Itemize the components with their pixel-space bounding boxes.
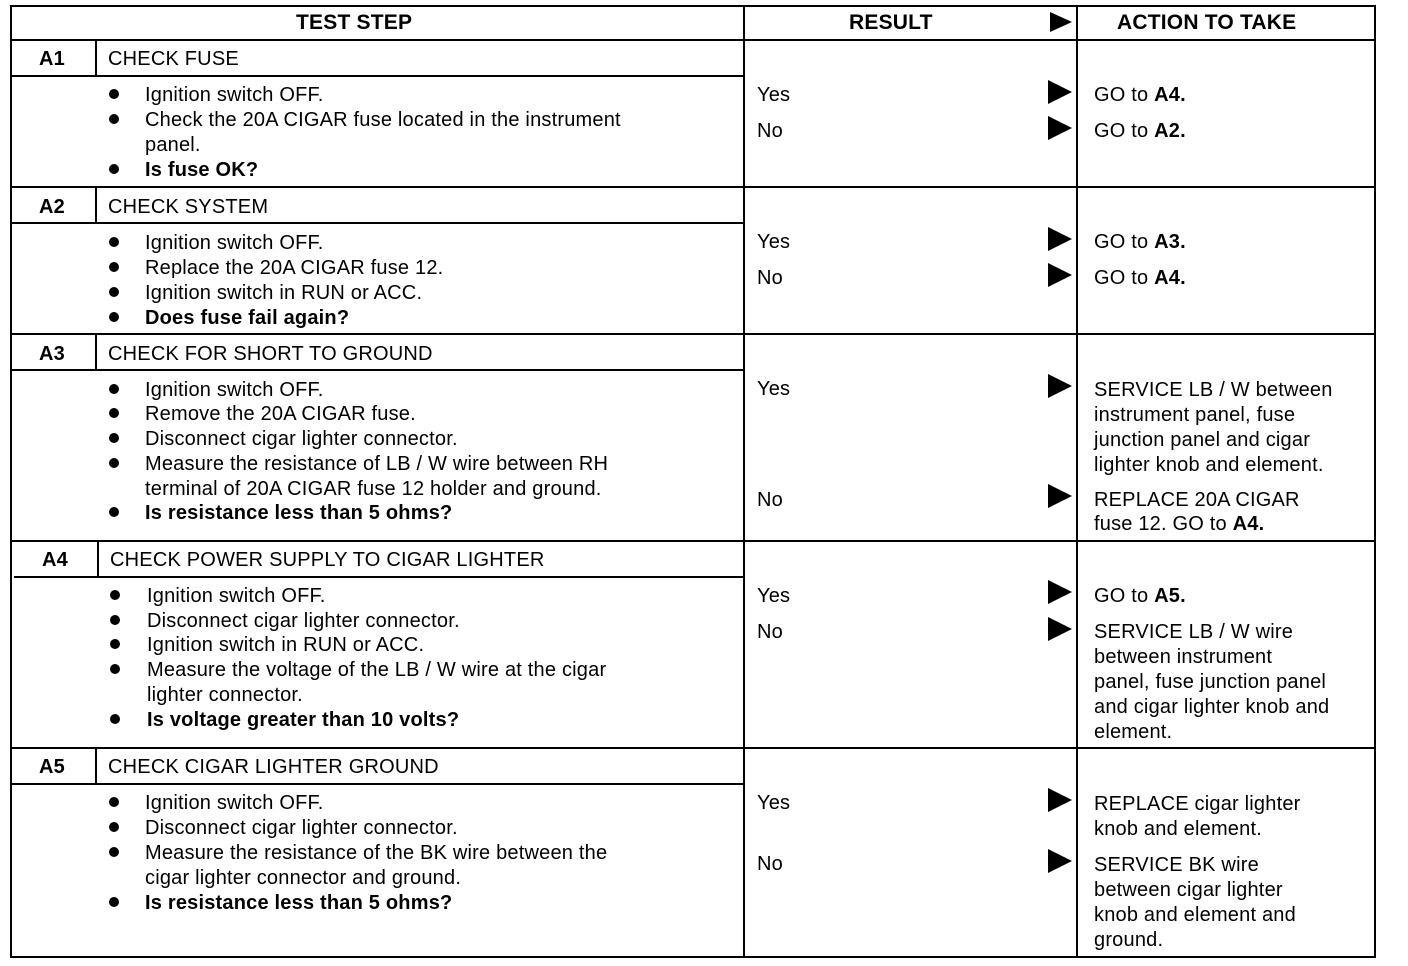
arrow-icon [1048,788,1072,812]
step-line: panel. [145,134,201,156]
bullet-icon [109,114,119,124]
rule [1076,5,1078,958]
step-line: Ignition switch in RUN or ACC. [145,282,423,304]
arrow-icon [1048,374,1072,398]
action-a2-no: GO to A4. [1094,267,1186,289]
step-line: Disconnect cigar lighter connector. [145,428,458,450]
action-a4-yes: GO to A5. [1094,585,1186,607]
step-question: Does fuse fail again? [145,307,350,329]
rule [10,5,12,958]
result-yes-a2: Yes [757,231,791,253]
result-yes-a5: Yes [757,792,791,814]
bullet-icon [109,507,119,517]
action-a1-no: GO to A2. [1094,120,1186,142]
rule [10,186,1376,188]
step-line: Ignition switch OFF. [145,84,324,106]
action-a5-yes-line: knob and element. [1094,818,1262,840]
action-a3-no-line: REPLACE 20A CIGAR [1094,489,1300,511]
bullet-icon [109,164,119,174]
bullet-icon [109,897,119,907]
arrow-icon [1048,484,1072,508]
rule [10,369,744,371]
step-line: Replace the 20A CIGAR fuse 12. [145,257,444,279]
action-a3-yes-line: junction panel and cigar [1094,429,1311,451]
step-line: Ignition switch OFF. [145,379,324,401]
step-line: Measure the resistance of LB / W wire between RH [145,453,609,475]
action-a5-no-line: SERVICE BK wire [1094,854,1259,876]
bullet-icon [109,433,119,443]
action-a2-yes: GO to A3. [1094,231,1186,253]
action-a4-no-line: SERVICE LB / W wire [1094,621,1294,643]
step-line: Ignition switch OFF. [145,232,324,254]
step-question: Is resistance less than 5 ohms? [145,502,453,524]
step-title-a1: CHECK FUSE [108,48,239,70]
result-no-a1: No [757,120,783,142]
step-question: Is resistance less than 5 ohms? [145,892,453,914]
arrow-icon [1048,227,1072,251]
rule [10,39,1376,41]
bullet-icon [110,615,120,625]
step-line: Ignition switch OFF. [147,585,326,607]
result-yes-a1: Yes [757,84,791,106]
result-no-a4: No [757,621,783,643]
bullet-icon [109,287,119,297]
action-a5-no-line: knob and element and [1094,904,1296,926]
step-line: Check the 20A CIGAR fuse located in the instrument [145,109,621,131]
bullet-icon [109,408,119,418]
header-action-to-take: ACTION TO TAKE [1117,11,1297,34]
action-a5-no-line: between cigar lighter [1094,879,1283,901]
result-yes-a3: Yes [757,378,791,400]
header-test-step: TEST STEP [296,11,413,34]
rule [1374,5,1376,958]
bullet-icon [109,822,119,832]
bullet-icon [109,312,119,322]
rule [10,956,1376,958]
action-a3-yes-line: lighter knob and element. [1094,454,1324,476]
bullet-icon [109,237,119,247]
bullet-icon [110,639,120,649]
arrow-icon [1048,849,1072,873]
step-question: Is voltage greater than 10 volts? [147,709,460,731]
rule [10,75,744,77]
result-no-a5: No [757,853,783,875]
action-a5-no-line: ground. [1094,929,1164,951]
step-line: terminal of 20A CIGAR fuse 12 holder and ground. [145,478,602,500]
step-id-a5: A5 [39,756,65,778]
step-line: Disconnect cigar lighter connector. [147,610,460,632]
bullet-icon [109,384,119,394]
rule [10,5,1376,7]
action-a3-yes-line: instrument panel, fuse [1094,404,1296,426]
rule [10,222,744,224]
rule [10,333,1376,335]
bullet-icon [109,89,119,99]
step-line: Measure the voltage of the LB / W wire at the cigar [147,659,607,681]
bullet-icon [109,458,119,468]
step-line: Remove the 20A CIGAR fuse. [145,403,416,425]
step-line: Measure the resistance of the BK wire between the [145,842,608,864]
arrow-icon [1048,580,1072,604]
rule [95,40,97,76]
action-a5-yes-line: REPLACE cigar lighter [1094,793,1301,815]
step-line: cigar lighter connector and ground. [145,867,462,889]
step-question: Is fuse OK? [145,159,259,181]
result-no-a3: No [757,489,783,511]
step-id-a4: A4 [42,549,68,571]
bullet-icon [110,714,120,724]
step-title-a4: CHECK POWER SUPPLY TO CIGAR LIGHTER [110,549,545,571]
rule [10,747,1376,749]
bullet-icon [110,664,120,674]
action-a4-no-line: between instrument [1094,646,1273,668]
step-id-a1: A1 [39,48,65,70]
step-line: lighter connector. [147,684,303,706]
rule [95,187,97,223]
rule [95,748,97,784]
action-a1-yes: GO to A4. [1094,84,1186,106]
arrow-icon [1048,263,1072,287]
action-a4-no-line: and cigar lighter knob and [1094,696,1330,718]
rule [14,576,744,578]
rule [743,5,745,958]
bullet-icon [109,797,119,807]
step-line: Ignition switch OFF. [145,792,324,814]
action-a3-yes-line: SERVICE LB / W between [1094,379,1333,401]
bullet-icon [109,847,119,857]
action-a4-no-line: element. [1094,721,1173,743]
result-no-a2: No [757,267,783,289]
step-line: Ignition switch in RUN or ACC. [147,634,425,656]
header-arrow-icon [1050,12,1072,32]
step-title-a3: CHECK FOR SHORT TO GROUND [108,343,433,365]
header-result: RESULT [849,11,933,34]
rule [10,540,1376,542]
rule [10,783,744,785]
arrow-icon [1048,617,1072,641]
step-title-a2: CHECK SYSTEM [108,196,269,218]
result-yes-a4: Yes [757,585,791,607]
bullet-icon [109,262,119,272]
arrow-icon [1048,80,1072,104]
step-line: Disconnect cigar lighter connector. [145,817,458,839]
rule [97,541,99,577]
step-id-a3: A3 [39,343,65,365]
bullet-icon [110,590,120,600]
step-id-a2: A2 [39,196,65,218]
arrow-icon [1048,116,1072,140]
step-title-a5: CHECK CIGAR LIGHTER GROUND [108,756,439,778]
rule [95,334,97,370]
action-a3-no-line: fuse 12. GO to A4. [1094,513,1265,535]
action-a4-no-line: panel, fuse junction panel [1094,671,1327,693]
